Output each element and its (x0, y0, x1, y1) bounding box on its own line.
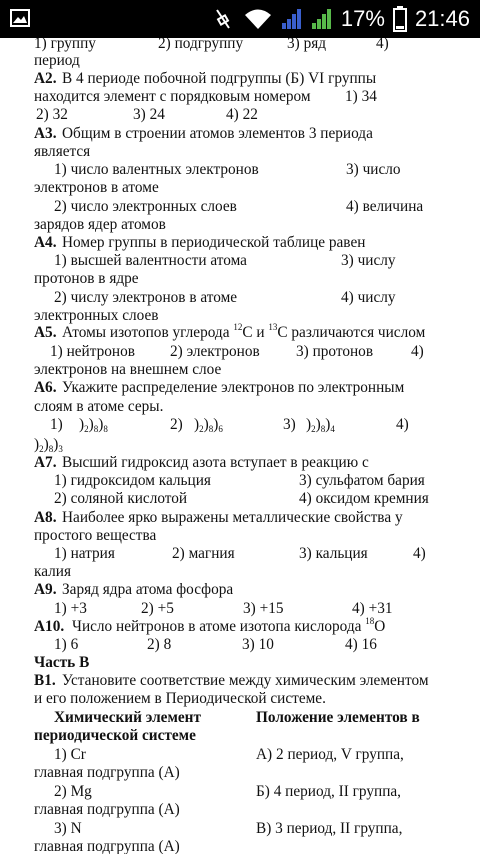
document-text: и его положением в Периодической системе. (34, 690, 326, 707)
document-text: 4) (376, 38, 389, 52)
document-text: В) 3 период, II группа, (256, 820, 403, 837)
document-text: А9. (34, 581, 57, 598)
battery-icon (393, 6, 407, 32)
document-text: В 4 периоде побочной подгруппы (Б) VI группы (62, 70, 377, 87)
document-text: Установите соответствие между химическим элементом (62, 672, 429, 689)
document-text: слоям в атоме серы. (34, 398, 164, 415)
document-text: Число нейтронов в атоме изотопа кислорода $^{18}$О (72, 616, 386, 635)
document-text: Часть В (34, 654, 90, 671)
document-text: Наиболее ярко выражены металлические свойства у (62, 509, 403, 526)
document-text: 2) магния (172, 545, 235, 562)
document-text: 1) группу (34, 38, 96, 52)
document-text: 2) соляной кислотой (54, 490, 188, 507)
document-text: А6. (34, 379, 57, 396)
document-text: 4) 22 (226, 106, 258, 123)
document-text: Заряд ядра атома фосфора (62, 581, 234, 598)
cell-signal-icon-1 (281, 7, 303, 31)
document-text: А7. (34, 454, 57, 471)
signal-off-icon (211, 7, 235, 31)
document-text: 4) (396, 416, 409, 433)
document-text: А5. (34, 324, 57, 341)
document-text: простого вещества (34, 527, 157, 544)
document-text: 4) (411, 343, 424, 360)
document-text: 2) +5 (141, 600, 174, 617)
battery-percent: 17% (340, 6, 385, 31)
document-text: 3) N (54, 820, 82, 837)
document-text: 2) Mg (54, 783, 92, 800)
document-page (0, 38, 480, 854)
document-text: 1) нейтронов (50, 343, 135, 360)
cell-signal-icon-2 (311, 7, 333, 31)
document-text: А2. (34, 70, 57, 87)
document-text: находится элемент с порядковым номером (34, 88, 311, 105)
document-text: периодической системе (34, 727, 196, 744)
document-text: А) 2 период, V группа, (256, 746, 404, 763)
document-text: А3. (34, 125, 57, 142)
document-text: Высший гидроксид азота вступает в реакцию с (62, 454, 369, 471)
document-text: 2) 32 (36, 106, 68, 123)
status-bar (0, 0, 480, 38)
document-text: А8. (34, 509, 57, 526)
document-text: 4) (413, 545, 426, 562)
document-text: электронов в атоме (34, 179, 159, 196)
electron-shells: )$_2)_8)_4$ (306, 416, 335, 434)
document-text: 2) число электронных слоев (54, 198, 237, 215)
document-text: 3) 10 (242, 636, 274, 653)
document-text: Атомы изотопов углерода $^{12}$С и $^{13}$С различаются числом (62, 322, 426, 341)
clock: 21:46 (414, 6, 470, 31)
document-text: 1) высшей валентности атома (54, 252, 247, 269)
document-text: 4) оксидом кремния (299, 490, 429, 507)
document-text: 4) 16 (345, 636, 377, 653)
document-text: главная подгруппа (А) (34, 801, 180, 818)
document-text: 3) протонов (296, 343, 374, 360)
document-text: Укажите распределение электронов по электронным (62, 379, 405, 396)
document-text: является (34, 143, 91, 160)
document-text: 1) гидроксидом кальция (54, 472, 211, 489)
document-text: 3) (283, 416, 296, 433)
document-text: главная подгруппа (А) (34, 838, 180, 854)
document-text: 4) числу (341, 289, 396, 306)
document-text: 1) (50, 416, 63, 433)
document-text: А4. (34, 234, 57, 251)
document-text: 3) кальция (299, 545, 368, 562)
document-text: Химический элемент (54, 709, 201, 726)
document-text: 2) электронов (170, 343, 260, 360)
document-text: Общим в строении атомов элементов 3 периода (62, 125, 373, 142)
document-text: 1) 6 (54, 636, 79, 653)
document-text: электронных слоев (34, 307, 159, 324)
document-text: 1) +3 (54, 600, 87, 617)
document-text: Б) 4 период, II группа, (256, 783, 401, 800)
document-text: 3) 24 (133, 106, 165, 123)
document-text: 1) натрия (54, 545, 115, 562)
document-text: 2) (170, 416, 183, 433)
document-text: В1. (34, 672, 56, 689)
document-text: А10. (34, 618, 65, 635)
document-text: 4) величина (346, 198, 424, 215)
document-text: Положение элементов в (256, 709, 420, 726)
document-text: калия (34, 563, 71, 580)
document-text: 2) 8 (147, 636, 172, 653)
document-text: 3) числу (341, 252, 396, 269)
wifi-icon (243, 7, 273, 31)
document-text: 4) +31 (352, 600, 393, 617)
document-text: 3) ряд (287, 38, 327, 52)
document-text: электронов на внешнем слое (34, 361, 222, 378)
document-text: главная подгруппа (А) (34, 764, 180, 781)
document-text: период (34, 52, 80, 69)
electron-shells: )$_2)_8)_6$ (194, 416, 223, 434)
document-text: 2) числу электронов в атоме (54, 289, 238, 306)
document-text: 1) Cr (54, 746, 86, 763)
document-text: Номер группы в периодической таблице равен (62, 234, 366, 251)
document-text: 3) +15 (243, 600, 284, 617)
electron-shells: )$_2)_8)_3$ (34, 436, 63, 454)
document-text: 1) 34 (345, 88, 377, 105)
document-text: 2) подгруппу (158, 38, 244, 52)
gallery-notification-icon (10, 9, 30, 27)
document-text: 3) сульфатом бария (299, 472, 425, 489)
document-text: зарядов ядер атомов (34, 216, 166, 233)
document-text: 1) число валентных электронов (54, 161, 259, 178)
electron-shells: )$_2)_8)_8$ (79, 416, 108, 434)
document-text: протонов в ядре (34, 270, 139, 287)
document-text: 3) число (346, 161, 401, 178)
